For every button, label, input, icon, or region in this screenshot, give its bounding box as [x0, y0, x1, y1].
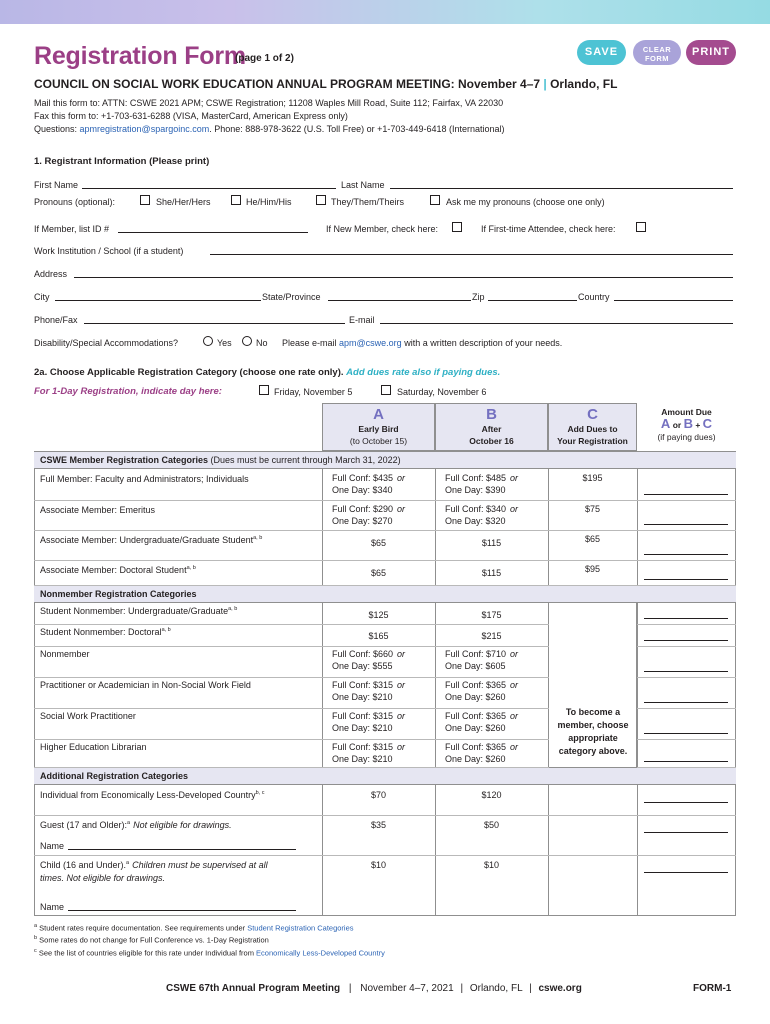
nonmember-row-sup: a, b: [161, 627, 171, 633]
page-footer: [166, 983, 582, 994]
member-row-label: [40, 505, 155, 515]
member-price-a-line1: [332, 503, 405, 515]
additional-row-italic-2: times. Not eligible for drawings.: [40, 873, 166, 883]
additional-price-b: $50: [483, 820, 500, 830]
nonmember-row-text: Higher Education Librarian: [40, 742, 147, 752]
nonmember-price-a-line1: [332, 710, 405, 722]
guest-name-label: Name: [40, 841, 65, 851]
clear-form-button[interactable]: [633, 40, 681, 65]
nonmember-row-label: [40, 711, 136, 721]
mail-instructions: Mail this form to: ATTN: CSWE 2021 APM; CSWE Registration; 11208 Waples Mill Road, Suite 112; Fairfax, VA 22030: [34, 98, 504, 108]
nonmember-price-a-or: or: [397, 680, 406, 690]
phone-label: Phone/Fax: [34, 315, 78, 325]
city-label: City: [34, 292, 50, 302]
nonmember-row-text: Student Nonmember: Doctoral: [40, 627, 162, 637]
nonmember-row-label: [40, 606, 237, 616]
nonmember-price-a-full: Full Conf: $315: [332, 711, 394, 721]
nonmember-price-b-or: or: [510, 649, 519, 659]
amount-divider: [637, 469, 638, 916]
footnote-c-marker: c: [34, 948, 37, 954]
nonmember-price-b-line1: [445, 710, 518, 722]
header-gradient-bar: [0, 0, 770, 24]
member-price-b-single: $115: [481, 568, 502, 578]
section-1-title: 1. Registrant Information (Please print): [34, 156, 210, 167]
member-band-title: CSWE Member Registration Categories: [40, 455, 209, 465]
nonmember-row-divider-amount: [637, 646, 736, 647]
state-label: State/Province: [262, 292, 321, 302]
nonmember-price-b-line2: One Day: $260: [445, 723, 506, 733]
nonmember-row-divider: [34, 677, 549, 678]
nonmember-amount-field[interactable]: [644, 761, 728, 762]
member-amount-field[interactable]: [644, 554, 728, 555]
member-band: [34, 451, 736, 469]
nonmember-row-divider: [34, 739, 549, 740]
member-row-divider: [34, 500, 736, 501]
additional-row-text: Guest (17 and Older):: [40, 820, 128, 830]
email-field[interactable]: [380, 323, 733, 324]
member-band-note: (Dues must be current through March 31, 2022): [208, 455, 401, 465]
col-b-line1: After: [481, 424, 502, 434]
member-price-b-full: Full Conf: $485: [445, 473, 507, 483]
last-name-label: Last Name: [341, 180, 385, 190]
member-id-label: If Member, list ID #: [34, 224, 110, 234]
apm-email-link[interactable]: apm@cswe.org: [339, 338, 402, 348]
page-subtitle: (page 1 of 2): [235, 53, 294, 64]
member-row-label: [40, 474, 249, 484]
questions-email-link[interactable]: apmregistration@spargoinc.com: [79, 124, 210, 134]
member-row-divider: [34, 585, 736, 586]
member-amount-field[interactable]: [644, 579, 728, 580]
footnote-b-text: Some rates do not change for Full Conference vs. 1-Day Registration: [39, 935, 269, 945]
col-b-line2: October 16: [469, 436, 514, 446]
additional-row-sup: a: [126, 860, 130, 866]
additional-amount-field[interactable]: [644, 832, 728, 833]
section-2a-title: [34, 367, 500, 378]
amount-b: B: [683, 416, 693, 431]
member-row-label: [40, 535, 262, 545]
nonmember-price-b-full: Full Conf: $365: [445, 711, 507, 721]
state-field[interactable]: [328, 300, 471, 301]
pronoun-she-label: She/Her/Hers: [156, 197, 211, 207]
nonmember-price-a-line1: [332, 679, 405, 691]
member-price-a-or: or: [397, 473, 406, 483]
additional-row-text: Individual from Economically Less-Developed Country: [40, 790, 256, 800]
member-row-divider: [34, 530, 736, 531]
additional-price-b: $120: [481, 790, 502, 800]
footnote-b-marker: b: [34, 935, 38, 941]
pronoun-they-checkbox[interactable]: [316, 195, 326, 205]
additional-row-divider: [34, 815, 736, 816]
additional-row-label: [40, 820, 232, 830]
amount-due-line3: (if paying dues): [657, 432, 716, 442]
col-a-letter: A: [373, 406, 384, 423]
disability-no-label: No: [256, 338, 268, 348]
nonmember-price-b-or: or: [510, 711, 519, 721]
first-time-label: If First-time Attendee, check here:: [481, 224, 616, 234]
nonmember-price-a-full: Full Conf: $315: [332, 680, 394, 690]
additional-row-label: [40, 790, 264, 800]
pronoun-ask-checkbox[interactable]: [430, 195, 440, 205]
section-2a-dues-note: Add dues rate also if paying dues.: [346, 367, 501, 378]
member-row-label: [40, 565, 196, 575]
col-c-line2: Your Registration: [557, 436, 628, 446]
amount-c: C: [702, 416, 713, 431]
additional-row-sup: b, c: [255, 790, 265, 796]
nonmember-price-b-line2: One Day: $605: [445, 661, 506, 671]
additional-price-a: $10: [370, 860, 387, 870]
member-row-divider: [34, 560, 736, 561]
nonmember-row-label: [40, 742, 147, 752]
one-day-label: For 1-Day Registration, indicate day here:: [34, 386, 222, 397]
nonmember-price-b-line1: [445, 741, 518, 753]
amount-due-line1: Amount Due: [661, 407, 712, 417]
nonmember-price-b-or: or: [510, 680, 519, 690]
col-c-header: [548, 407, 637, 447]
nonmember-price-b-single: $175: [481, 610, 502, 620]
nonmember-row-label: [40, 649, 90, 659]
nonmember-price-a-single: $165: [368, 631, 389, 641]
col-a-line2: (to October 15): [349, 436, 408, 446]
section-2a-heading: 2a. Choose Applicable Registration Category (choose one rate only).: [34, 367, 344, 378]
nonmember-row-sup: a, b: [228, 606, 238, 612]
meeting-heading: [34, 77, 617, 91]
member-price-a-or: or: [397, 504, 406, 514]
first-name-field[interactable]: [82, 188, 336, 189]
nonmember-row-divider-amount: [637, 767, 736, 768]
member-price-b-line2: One Day: $320: [445, 516, 506, 526]
footer-place: Orlando, FL: [469, 983, 523, 994]
member-dues-c: $75: [584, 504, 601, 514]
member-price-b-line2: One Day: $390: [445, 485, 506, 495]
amount-a: A: [660, 416, 671, 431]
footnote-a: [34, 923, 354, 933]
nonmember-row-divider: [34, 646, 549, 647]
disability-note: [282, 338, 562, 348]
nonmember-price-a-or: or: [397, 711, 406, 721]
nonmember-price-a-line2: One Day: $210: [332, 754, 393, 764]
nonmember-price-b-single: $215: [481, 631, 502, 641]
disability-yes-radio[interactable]: [203, 336, 213, 346]
pronouns-label: Pronouns (optional):: [34, 197, 116, 207]
member-price-a-single: $65: [370, 568, 387, 578]
amount-or: or: [672, 420, 682, 430]
nonmember-row-text: Practitioner or Academician in Non-Social Work Field: [40, 680, 251, 690]
footnote-c-text: See the list of countries eligible for this rate under Individual from: [38, 948, 257, 958]
nonmember-price-b-full: Full Conf: $365: [445, 742, 507, 752]
council-text: COUNCIL ON SOCIAL WORK EDUCATION ANNUAL PROGRAM MEETING: November 4–7: [34, 77, 541, 91]
member-amount-field[interactable]: [644, 524, 728, 525]
member-amount-field[interactable]: [644, 494, 728, 495]
nonmember-price-a-line2: One Day: $210: [332, 723, 393, 733]
nonmember-price-b-full: Full Conf: $365: [445, 680, 507, 690]
nonmember-amount-field[interactable]: [644, 733, 728, 734]
member-row-sup: a, b: [253, 535, 263, 541]
pronoun-he-checkbox[interactable]: [231, 195, 241, 205]
additional-row-italic: Not eligible for drawings.: [133, 820, 232, 830]
member-row-text: Associate Member: Undergraduate/Graduate Student: [40, 535, 254, 545]
member-id-field[interactable]: [118, 232, 308, 233]
friday-checkbox[interactable]: [259, 385, 269, 395]
col-b-letter: B: [486, 406, 497, 423]
saturday-checkbox[interactable]: [381, 385, 391, 395]
member-price-b-line1: [445, 503, 518, 515]
nonmember-price-a-single: $125: [368, 610, 389, 620]
member-price-a-full: Full Conf: $290: [332, 504, 394, 514]
nonmember-price-a-line1: [332, 648, 405, 660]
country-field[interactable]: [614, 300, 733, 301]
nonmember-price-b-line1: [445, 648, 518, 660]
disability-note-prefix: Please e-mail: [282, 338, 340, 348]
additional-band: Additional Registration Categories: [34, 767, 736, 785]
member-price-a-line2: One Day: $270: [332, 516, 393, 526]
member-price-a-line1: [332, 472, 405, 484]
additional-price-a: $70: [370, 790, 387, 800]
nonmember-price-a-line2: One Day: $555: [332, 661, 393, 671]
become-member-note: To become a member, choose appropriate category above.: [557, 707, 629, 756]
footnote-c: [34, 948, 385, 958]
nonmember-row-divider-amount: [637, 739, 736, 740]
amount-plus: +: [695, 420, 701, 430]
col-a-header: [322, 407, 435, 447]
phone-field[interactable]: [84, 323, 345, 324]
clear-label: CLEAR: [642, 45, 672, 54]
location-text: Orlando, FL: [550, 77, 618, 91]
nonmember-band: Nonmember Registration Categories: [34, 585, 736, 603]
footer-site: cswe.org: [538, 983, 582, 994]
nonmember-row-divider: [34, 624, 549, 625]
footnote-a-marker: a: [34, 923, 38, 929]
nonmember-amount-field[interactable]: [644, 702, 728, 703]
member-dues-c: $195: [582, 473, 603, 483]
footnote-a-text: Student rates require documentation. See requirements under: [39, 923, 248, 933]
additional-amount-field[interactable]: [644, 872, 728, 873]
nonmember-price-b-or: or: [510, 742, 519, 752]
disability-note-suffix: with a written description of your needs.: [401, 338, 563, 348]
first-name-label: First Name: [34, 180, 79, 190]
student-categories-link[interactable]: Student Registration Categories: [247, 923, 354, 933]
zip-label: Zip: [472, 292, 485, 302]
form-id: FORM-1: [693, 983, 732, 994]
col-b-divider: [435, 469, 436, 916]
amount-due-header: [637, 406, 736, 443]
member-price-a-line2: One Day: $340: [332, 485, 393, 495]
additional-row-text: Child (16 and Under).: [40, 860, 127, 870]
nonmember-price-a-or: or: [397, 742, 406, 752]
nonmember-price-b-line2: One Day: $260: [445, 692, 506, 702]
last-name-field[interactable]: [390, 188, 733, 189]
member-dues-c: $95: [584, 564, 601, 574]
institution-field[interactable]: [210, 254, 733, 255]
new-member-label: If New Member, check here:: [326, 224, 439, 234]
col-a-line1: Early Bird: [358, 424, 399, 434]
member-price-b-or: or: [510, 504, 519, 514]
nonmember-price-b-line1: [445, 679, 518, 691]
disability-no-radio[interactable]: [242, 336, 252, 346]
country-label: Country: [578, 292, 610, 302]
nonmember-row-divider-amount: [637, 624, 736, 625]
nonmember-amount-field[interactable]: [644, 671, 728, 672]
friday-label: Friday, November 5: [274, 387, 353, 397]
additional-price-a: $35: [370, 820, 387, 830]
pronoun-she-checkbox[interactable]: [140, 195, 150, 205]
member-dues-c: $65: [584, 534, 601, 544]
nonmember-row-divider: [34, 708, 549, 709]
zip-field[interactable]: [488, 300, 577, 301]
col-c-letter: C: [587, 406, 598, 423]
member-row-text: Associate Member: Emeritus: [40, 505, 156, 515]
nonmember-price-a-line2: One Day: $210: [332, 692, 393, 702]
new-member-checkbox[interactable]: [452, 222, 462, 232]
nonmember-price-a-full: Full Conf: $660: [332, 649, 394, 659]
fax-instructions: Fax this form to: +1-703-631-6288 (VISA, MasterCard, American Express only): [34, 111, 348, 121]
member-price-b-or: or: [510, 473, 519, 483]
footer-sep-1: |: [348, 983, 352, 994]
member-price-a-single: $65: [370, 538, 387, 548]
additional-row-label: [40, 860, 268, 870]
col-b-header: [435, 407, 548, 447]
footer-meeting: CSWE 67th Annual Program Meeting: [166, 983, 341, 994]
additional-amount-field[interactable]: [644, 802, 728, 803]
page-title: Registration Form: [34, 42, 246, 70]
col-a-divider: [322, 469, 323, 916]
disability-yes-label: Yes: [217, 338, 232, 348]
nonmember-amount-field[interactable]: [644, 640, 728, 641]
questions-suffix: . Phone: 888-978-3622 (U.S. Toll Free) or +1-703-449-6418 (International): [209, 124, 505, 134]
nonmember-price-a-or: or: [397, 649, 406, 659]
nonmember-row-text: Nonmember: [40, 649, 90, 659]
member-row-text: Full Member: Faculty and Administrators; Individuals: [40, 474, 249, 484]
address-label: Address: [34, 269, 68, 279]
guest-name-field[interactable]: [68, 849, 296, 850]
footer-sep-2: |: [460, 983, 464, 994]
additional-row-divider: [34, 855, 736, 856]
member-price-b-single: $115: [481, 538, 502, 548]
nonmember-price-b-full: Full Conf: $710: [445, 649, 507, 659]
nonmember-price-a-full: Full Conf: $315: [332, 742, 394, 752]
save-button[interactable]: SAVE: [577, 40, 626, 65]
pronoun-ask-label: Ask me my pronouns (choose one only): [446, 197, 605, 207]
address-field[interactable]: [74, 277, 733, 278]
heading-separator: |: [543, 77, 547, 91]
member-price-b-line1: [445, 472, 518, 484]
member-row-sup: a, b: [186, 565, 196, 571]
disability-label: Disability/Special Accommodations?: [34, 338, 179, 348]
city-field[interactable]: [55, 300, 261, 301]
member-price-a-full: Full Conf: $435: [332, 473, 394, 483]
questions-line: [34, 124, 505, 134]
nonmember-row-label: [40, 680, 251, 690]
saturday-label: Saturday, November 6: [397, 387, 487, 397]
nonmember-price-a-line1: [332, 741, 405, 753]
nonmember-price-b-line2: One Day: $260: [445, 754, 506, 764]
print-button[interactable]: PRINT: [686, 40, 736, 65]
additional-price-b: $10: [483, 860, 500, 870]
nonmember-row-divider-amount: [637, 708, 736, 709]
questions-prefix: Questions:: [34, 124, 80, 134]
pronoun-he-label: He/Him/His: [246, 197, 292, 207]
footer-sep-3: |: [529, 983, 532, 994]
footer-dates: November 4–7, 2021: [360, 983, 454, 994]
nonmember-row-text: Student Nonmember: Undergraduate/Graduate: [40, 606, 229, 616]
member-price-b-full: Full Conf: $340: [445, 504, 507, 514]
nonmember-row-divider-amount: [637, 677, 736, 678]
guest-name-label: Name: [40, 902, 65, 912]
col-c-line1: Add Dues to: [567, 424, 618, 434]
guest-name-field[interactable]: [68, 910, 296, 911]
first-time-checkbox[interactable]: [636, 222, 646, 232]
additional-row-sup: a: [127, 820, 131, 826]
member-row-text: Associate Member: Doctoral Student: [40, 565, 187, 575]
clear-form-label: FORM: [644, 54, 670, 63]
nonmember-row-label: [40, 627, 171, 637]
nonmember-row-divider: [34, 767, 549, 768]
additional-row-italic: Children must be supervised at all: [132, 860, 268, 870]
nonmember-amount-field[interactable]: [644, 618, 728, 619]
pronoun-they-label: They/Them/Theirs: [331, 197, 405, 207]
footnote-b: [34, 935, 269, 945]
email-label: E-mail: [349, 315, 375, 325]
eldc-link[interactable]: Economically Less-Developed Country: [256, 948, 385, 958]
institution-label: Work Institution / School (if a student): [34, 246, 184, 256]
nonmember-row-text: Social Work Practitioner: [40, 711, 136, 721]
